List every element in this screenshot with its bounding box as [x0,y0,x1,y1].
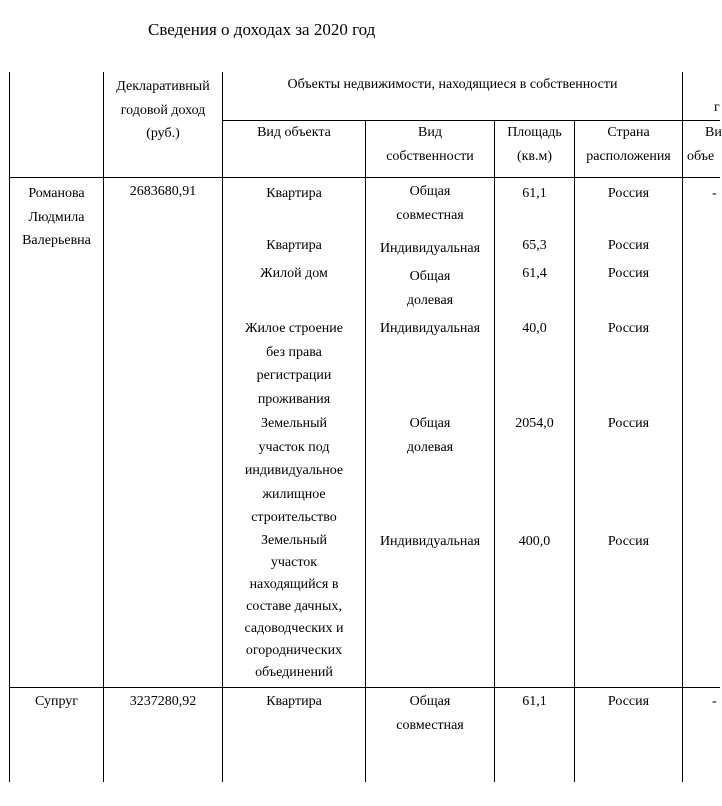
next-column-value: - [712,186,717,201]
area-value: 40,0 [522,321,547,336]
ownership-type: Общая долевая [406,416,454,455]
header-income: Декларативный годовой доход (руб.) [116,79,210,141]
area-value: 61,4 [522,266,547,281]
country-value: Россия [607,238,650,253]
income-value: 2683680,91 [129,184,197,199]
ownership-type: Индивидуальная [379,534,481,549]
object-type: Земельный участок находящийся в составе дачных, садоводческих и огороднических объединений [244,533,344,680]
grid-line [9,72,10,782]
object-type: Жилой дом [260,266,328,281]
grid-line [9,177,720,178]
country-value: Россия [607,266,650,281]
ownership-type: Общая совместная [396,184,464,223]
country-value: Россия [607,321,650,336]
country-value: Россия [607,186,650,201]
grid-line [103,72,104,782]
income-value: 3237280,92 [129,694,197,709]
grid-line [9,687,720,688]
object-type: Земельный участок под индивидуальное жилищное строительство [244,416,344,525]
object-type: Квартира [266,694,322,709]
grid-line [682,72,683,782]
area-value: 2054,0 [515,416,554,431]
object-type: Жилое строение без права регистрации проживания [245,321,343,407]
header-area: Площадь (кв.м) [507,125,562,164]
grid-line [574,120,575,782]
country-value: Россия [607,534,650,549]
ownership-type: Индивидуальная [379,241,481,256]
area-value: 65,3 [522,238,547,253]
header-property-group: Объекты недвижимости, находящиеся в собственности [287,77,618,92]
next-column-value: - [712,694,717,709]
header-object-type: Вид объекта [257,125,331,140]
area-value: 61,1 [522,186,547,201]
header-ownership: Вид собственности [386,125,474,164]
country-value: Россия [607,416,650,431]
country-value: Россия [607,694,650,709]
person-name: Супруг [34,694,79,709]
ownership-type: Общая долевая [406,269,454,308]
ownership-type: Общая совместная [396,694,464,733]
object-type: Квартира [266,186,322,201]
page-title: Сведения о доходах за 2020 год [148,20,376,39]
ownership-type: Индивидуальная [379,321,481,336]
person-name: Романова Людмила Валерьевна [22,186,91,248]
area-value: 400,0 [518,534,551,549]
area-value: 61,1 [522,694,547,709]
header-country: Страна расположения [586,125,671,164]
object-type: Квартира [266,238,322,253]
grid-line [494,120,495,782]
header-next-column: Ви объе [687,125,722,164]
header-next-group: г [714,100,720,115]
